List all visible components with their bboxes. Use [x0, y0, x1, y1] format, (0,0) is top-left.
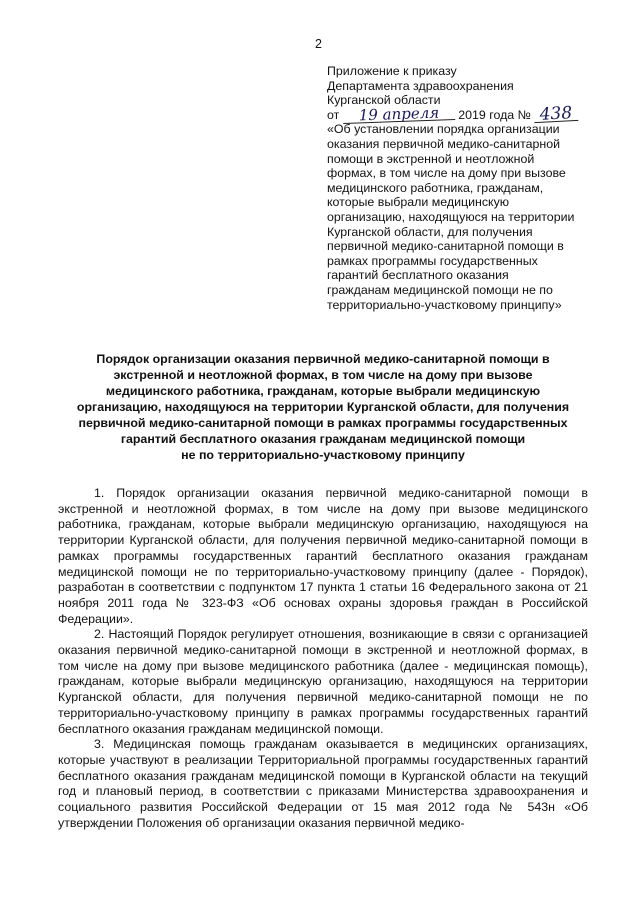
paragraph-2: 2. Настоящий Порядок регулирует отношения, возникающие в связи с организацией оказания первичной медико-санитарной помощи в экстренной и неотложной формах, в том числе на дому при вызове медицинского работника (далее - медицинская помощь), гражданам, которые выбрали медицинскую организацию, находящуюся на территории Курганской области, для получения первичной медико-санитарной помощи не по территориально-участковому принципу в рамках программы государственных гарантий бесплатного оказания гражданам медицинской помощи. — [58, 627, 588, 736]
document-title: Порядок организации оказания первичной медико-санитарной помощи в экстренной и неотложной формах, в том числе на дому при вызове медицинского работника, гражданам, которые выбрали медицинскую организацию, находящуюся на территории Курганской области, для получения первичной медико-санитарной помощи в рамках программы государственных гарантий бесплатного оказания гражданам медицинской помощи не по территориально-участковому принципу — [76, 352, 570, 462]
date-prefix: от — [327, 107, 340, 122]
appendix-line-3: Курганской области — [327, 93, 441, 108]
appendix-line-1: Приложение к приказу — [327, 64, 457, 78]
paragraph-1: 1. Порядок организации оказания первичной медико-санитарной помощи в экстренной и неотложной формах, в том числе на дому при вызове медицинского работника, гражданам, которые выбрали медицинскую организацию, находящуюся на территории Курганской области, для получения первичной медико-санитарной помощи в рамках программы государственных гарантий бесплатного оказания гражданам медицинской помощи не по территориально-участковому принципу (далее - Порядок), разработан в соответствии с подпунктом 17 пункта 1 статьи 16 Федерального закона от 21 ноября 2011 года № 323-ФЗ «Об основах охраны здоровья граждан в Российской Федерации». — [58, 486, 588, 626]
page-number: 2 — [315, 37, 322, 51]
order-subject: «Об установлении порядка организации оказания первичной медико-санитарной помощи в экстренной и неотложной формах, в том числе на дому при вызове медицинского работника, гражданам, которые выбрали медицинскую организацию, находящуюся на территории Курганской области, для получения первичной медико-санитарной помощи в рамках программы государственных гарантий бесплатного оказания гражданам медицинской помощи не по территориально-участковому принципу» — [327, 122, 575, 312]
appendix-header — [327, 64, 609, 312]
handwritten-date: 19 апреля — [343, 106, 455, 124]
year-text: 2019 года № — [458, 107, 531, 122]
appendix-line-2: Департамента здравоохранения — [327, 78, 514, 93]
appendix-date-line — [327, 102, 609, 125]
paragraph-3: 3. Медицинская помощь гражданам оказывается в медицинских организациях, которые участвуют в реализации Территориальной программы государственных гарантий бесплатного оказания гражданам медицинской помощи в Курганской области на текущий год и плановый период, в соответствии с приказами Министерства здравоохранения и социального развития Российской Федерации от 15 мая 2012 года № 543н «Об утверждении Положения об организации оказания первичной медико- — [58, 737, 588, 830]
handwritten-order-number: 438 — [534, 107, 579, 123]
document-body — [58, 486, 588, 831]
